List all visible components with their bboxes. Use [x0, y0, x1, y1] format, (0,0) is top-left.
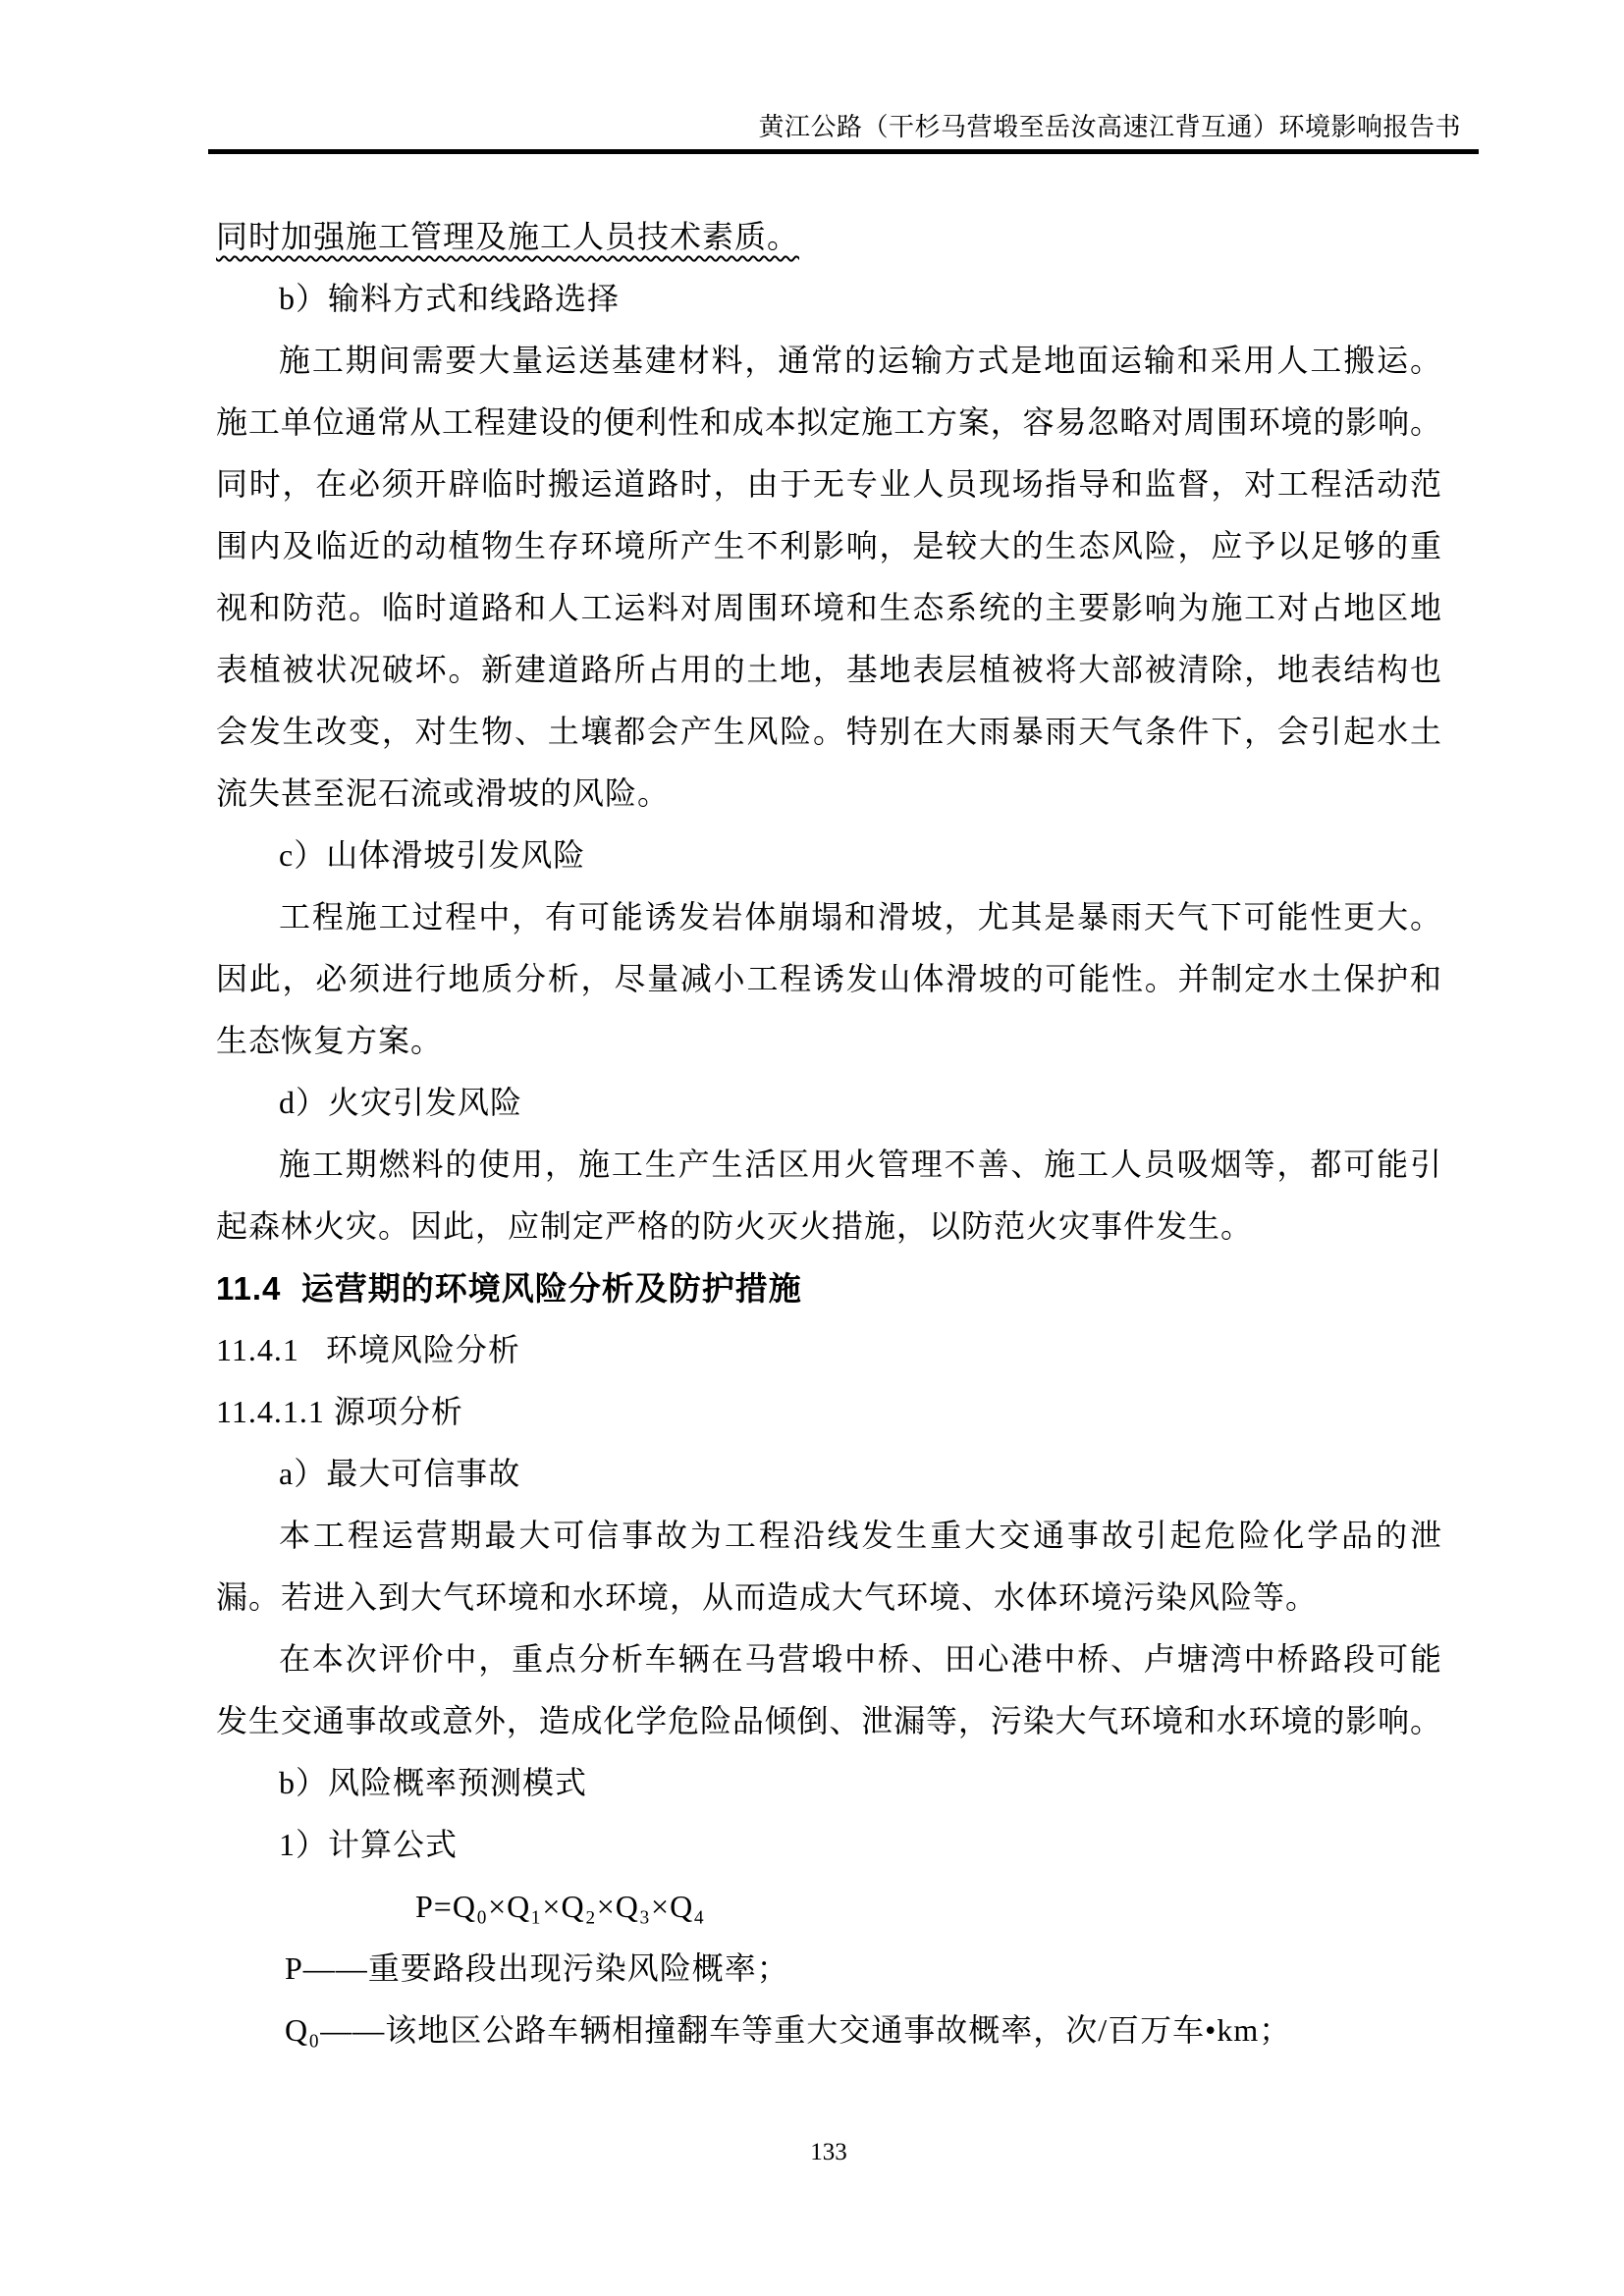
paragraph-line: 施工单位通常从工程建设的便利性和成本拟定施工方案，容易忽略对周围环境的影响。: [216, 404, 1441, 440]
paragraph-line: 表植被状况破坏。新建道路所占用的土地，基地表层植被将大部被清除，地表结构也: [216, 652, 1441, 687]
definition-line-q0: Q₀——该地区公路车辆相撞翻车等重大交通事故概率，次/百万车•km；: [285, 2012, 1292, 2048]
header-title: 黄江公路（干杉马营塅至岳汝高速江背互通）环境影响报告书: [758, 113, 1461, 141]
paragraph-line: 施工期燃料的使用，施工生产生活区用火管理不善、施工人员吸烟等，都可能引: [279, 1147, 1441, 1182]
paragraph-line: 流失甚至泥石流或滑坡的风险。: [216, 775, 671, 811]
paragraph-line: 发生交通事故或意外，造成化学危险品倾倒、泄漏等，污染大气环境和水环境的影响。: [216, 1703, 1441, 1738]
paragraph-line: 本工程运营期最大可信事故为工程沿线发生重大交通事故引起危险化学品的泄: [279, 1518, 1441, 1553]
definition-line-p: P——重要路段出现污染风险概率；: [285, 1950, 789, 1986]
paragraph-line: 同时，在必须开辟临时搬运道路时，由于无专业人员现场指导和监督，对工程活动范: [216, 466, 1441, 502]
header-divider: [208, 149, 1479, 154]
paragraph-line: 同时加强施工管理及施工人员技术素质。: [216, 219, 800, 254]
paragraph-line: 施工期间需要大量运送基建材料，通常的运输方式是地面运输和采用人工搬运。: [279, 343, 1441, 378]
paragraph-line: 工程施工过程中，有可能诱发岩体崩塌和滑坡，尤其是暴雨天气下可能性更大。: [279, 899, 1441, 934]
paragraph-line: 起森林火灾。因此，应制定严格的防火灭火措施，以防范火灾事件发生。: [216, 1208, 1254, 1244]
paragraph-line: 会发生改变，对生物、土壤都会产生风险。特别在大雨暴雨天气条件下，会引起水土: [216, 714, 1441, 749]
list-item-a: a）最大可信事故: [279, 1456, 521, 1491]
page-number: 133: [810, 2139, 847, 2165]
section-heading-11-4: 11.4 运营期的环境风险分析及防护措施: [216, 1270, 802, 1307]
list-item-b2: b）风险概率预测模式: [279, 1765, 588, 1800]
paragraph-line: 围内及临近的动植物生存环境所产生不利影响，是较大的生态风险，应予以足够的重: [216, 528, 1441, 563]
paragraph-line: 因此，必须进行地质分析，尽量减小工程诱发山体滑坡的可能性。并制定水土保护和: [216, 961, 1441, 996]
subsection-heading-11-4-1: 11.4.1 环境风险分析: [216, 1332, 520, 1367]
list-item-b: b）输料方式和线路选择: [279, 281, 621, 316]
formula-line: P=Q₀×Q₁×Q₂×Q₃×Q₄: [415, 1889, 706, 1924]
paragraph-line: 漏。若进入到大气环境和水环境，从而造成大气环境、水体环境污染风险等。: [216, 1579, 1319, 1615]
paragraph-line: 视和防范。临时道路和人工运料对周围环境和生态系统的主要影响为施工对占地区地: [216, 590, 1441, 625]
subsection-heading-11-4-1-1: 11.4.1.1 源项分析: [216, 1394, 463, 1429]
list-item-1: 1）计算公式: [279, 1827, 459, 1862]
paragraph-line: 在本次评价中，重点分析车辆在马营塅中桥、田心港中桥、卢塘湾中桥路段可能: [279, 1641, 1441, 1677]
list-item-c: c）山体滑坡引发风险: [279, 837, 586, 873]
paragraph-line: 生态恢复方案。: [216, 1023, 444, 1058]
document-body: [216, 206, 1441, 2061]
list-item-d: d）火灾引发风险: [279, 1085, 523, 1120]
